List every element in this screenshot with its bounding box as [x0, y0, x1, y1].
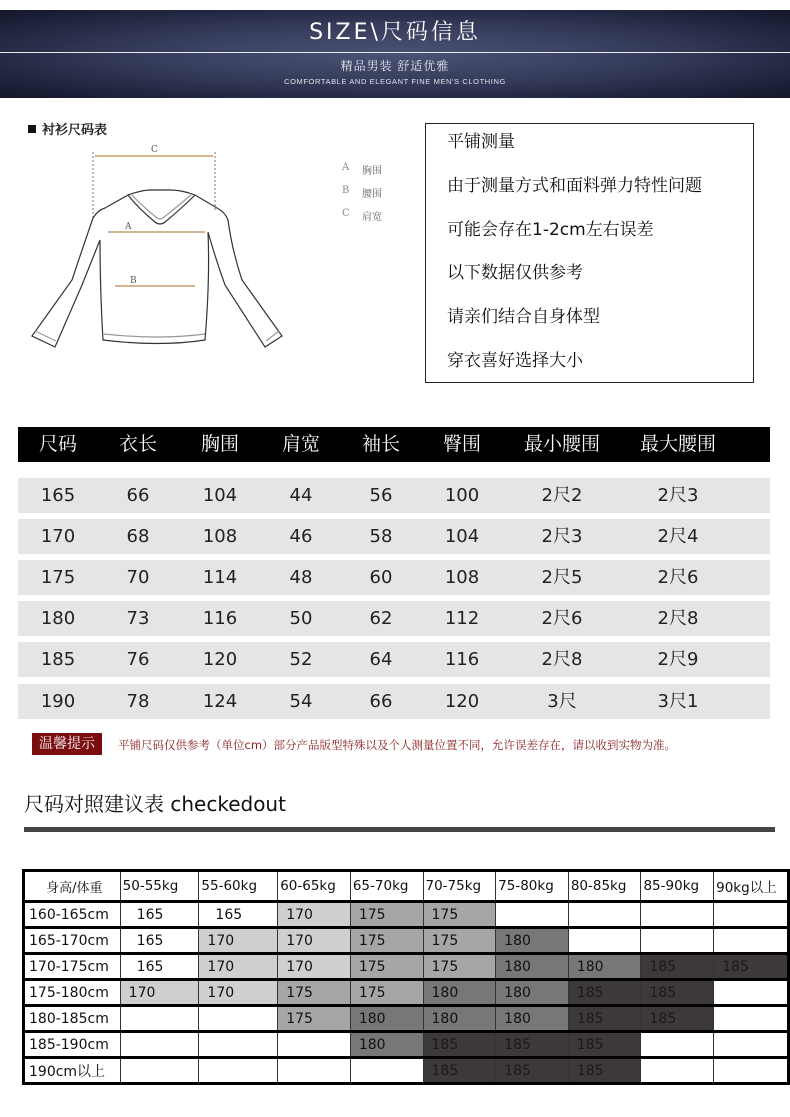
recommended-size-cell: [199, 1032, 278, 1058]
recommended-size-cell: [568, 928, 641, 954]
recommended-size-cell: [568, 902, 641, 928]
recommended-size-cell: 175: [350, 902, 423, 928]
recommended-size-cell: 165: [120, 954, 199, 980]
recommendation-title: 尺码对照建议表 checkedout: [24, 792, 286, 816]
size-table-cell: 100: [444, 485, 480, 506]
size-table-cell: 2尺8: [541, 649, 583, 670]
shirt-outline: [32, 190, 282, 347]
legend-item: [342, 185, 382, 208]
recommendation-row: [24, 980, 789, 1006]
recommended-size-cell: 180: [496, 980, 569, 1006]
recommended-size-cell: 185: [423, 1032, 496, 1058]
recommended-size-cell: [714, 1058, 789, 1084]
size-table-cell: 68: [126, 526, 150, 547]
height-label-cell: 160-165cm: [24, 902, 121, 928]
recommended-size-cell: [199, 1006, 278, 1032]
recommendation-row: [24, 954, 789, 980]
recommended-size-cell: 165: [120, 928, 199, 954]
recommended-size-cell: 175: [350, 954, 423, 980]
height-label-cell: 190cm以上: [24, 1058, 121, 1084]
recommended-size-cell: 170: [120, 980, 199, 1006]
recommended-size-cell: 185: [568, 1032, 641, 1058]
recommended-size-cell: [350, 1058, 423, 1084]
size-table-cell: 108: [444, 567, 480, 588]
recommended-size-cell: 175: [423, 928, 496, 954]
recommended-size-cell: [199, 1058, 278, 1084]
size-table-row: [18, 642, 770, 677]
legend-letter: C: [342, 208, 350, 219]
weight-header-cell: 90kg以上: [714, 871, 789, 902]
recommended-size-cell: [714, 1006, 789, 1032]
size-table-cell: 66: [369, 691, 393, 712]
size-table-header-cell: 最小腰围: [523, 433, 600, 455]
recommended-size-cell: 185: [641, 980, 714, 1006]
size-table-cell: 52: [289, 649, 313, 670]
weight-header-cell: 75-80kg: [496, 871, 569, 902]
size-table-cell: 2尺8: [657, 608, 699, 629]
legend-text: 腰围: [362, 189, 382, 200]
shirt-chart-heading-text: 衬衫尺码表: [42, 123, 108, 138]
recommended-size-cell: 175: [350, 980, 423, 1006]
shirt-chart-heading: [28, 119, 107, 138]
weight-header-cell: 55-60kg: [199, 871, 278, 902]
size-table-cell: 3尺: [547, 691, 577, 712]
size-table-cell: 3尺1: [657, 691, 699, 712]
recommended-size-cell: [714, 928, 789, 954]
recommended-size-cell: 185: [568, 1058, 641, 1084]
size-table-cell: 2尺4: [657, 526, 699, 547]
height-label-cell: 165-170cm: [24, 928, 121, 954]
recommended-size-cell: 185: [568, 980, 641, 1006]
section-divider: [24, 827, 775, 832]
recommended-size-cell: 180: [496, 928, 569, 954]
size-table-cell: 66: [126, 485, 150, 506]
recommendation-row: [24, 1032, 789, 1058]
recommended-size-cell: 185: [714, 954, 789, 980]
square-bullet-icon: [28, 125, 36, 133]
size-table-cell: 62: [369, 608, 393, 629]
recommended-size-cell: 185: [423, 1058, 496, 1084]
recommended-size-cell: [120, 1006, 199, 1032]
recommendation-row: [24, 1058, 789, 1084]
size-table-cell: 2尺3: [657, 485, 699, 506]
size-table-row: [18, 684, 770, 719]
size-table-cell: 78: [126, 691, 150, 712]
shirt-diagram: [20, 140, 300, 355]
size-table-header: [18, 427, 770, 462]
recommended-size-cell: [641, 928, 714, 954]
size-table-header-cell: 最大腰围: [639, 433, 716, 455]
recommendation-row: [24, 1006, 789, 1032]
size-table-cell: 54: [289, 691, 313, 712]
height-label-cell: 170-175cm: [24, 954, 121, 980]
size-table-cell: 2尺5: [541, 567, 583, 588]
weight-header-cell: 65-70kg: [350, 871, 423, 902]
banner-subtitle: 精品男装 舒适优雅: [340, 59, 450, 73]
recommended-size-cell: 180: [350, 1032, 423, 1058]
size-table-row: [18, 478, 770, 513]
legend-text: 胸围: [362, 166, 382, 177]
weight-header-cell: 50-55kg: [120, 871, 199, 902]
corner-header-cell: 身高/体重: [24, 871, 121, 902]
note-line: 可能会存在1-2cm左右误差: [447, 219, 654, 240]
recommended-size-cell: 185: [568, 1006, 641, 1032]
size-table-row: [18, 601, 770, 636]
tip-text: 平铺尺码仅供参考（单位cm）部分产品版型特殊以及个人测量位置不同，允许误差存在，请以收到实物为准。: [118, 738, 677, 752]
recommended-size-cell: 185: [496, 1058, 569, 1084]
banner-english-tagline: COMFORTABLE AND ELEGANT FINE MEN'S CLOTHING: [284, 77, 506, 86]
size-table-header-cell: 胸围: [200, 433, 239, 455]
size-table-cell: 44: [289, 485, 313, 506]
size-table-cell: 108: [202, 526, 238, 547]
label-a: A: [125, 222, 132, 232]
legend-letter: A: [342, 162, 350, 173]
size-table-cell: 120: [202, 649, 238, 670]
legend-item: [342, 162, 382, 185]
size-table-row: [18, 519, 770, 554]
size-table-cell: 120: [444, 691, 480, 712]
recommended-size-cell: 180: [423, 980, 496, 1006]
size-table-cell: 165: [40, 485, 76, 506]
size-table-cell: 2尺6: [657, 567, 699, 588]
size-table-cell: 180: [40, 608, 76, 629]
recommended-size-cell: [714, 902, 789, 928]
recommended-size-cell: [641, 902, 714, 928]
size-table-cell: 64: [369, 649, 393, 670]
tip-badge: 温馨提示: [32, 733, 102, 755]
size-table-header-cell: 臀围: [442, 433, 481, 455]
recommended-size-cell: 175: [423, 954, 496, 980]
size-table-cell: 116: [202, 608, 238, 629]
recommended-size-cell: 170: [199, 980, 278, 1006]
label-b: B: [130, 276, 137, 286]
size-table-cell: 114: [202, 567, 238, 588]
measurement-notes-box: [425, 123, 754, 383]
size-banner: [0, 10, 790, 98]
recommended-size-cell: [278, 1058, 351, 1084]
recommended-size-cell: 170: [278, 902, 351, 928]
recommended-size-cell: 180: [423, 1006, 496, 1032]
size-table-cell: 56: [369, 485, 393, 506]
height-label-cell: 175-180cm: [24, 980, 121, 1006]
size-table-cell: 76: [126, 649, 150, 670]
recommendation-row: [24, 902, 789, 928]
recommended-size-cell: 170: [278, 928, 351, 954]
recommendation-header-row: [24, 871, 789, 902]
legend-letter: B: [342, 185, 350, 196]
note-line: 以下数据仅供参考: [447, 263, 583, 284]
weight-header-cell: 85-90kg: [641, 871, 714, 902]
recommended-size-cell: 165: [199, 902, 278, 928]
legend-item: [342, 208, 382, 231]
recommended-size-cell: [278, 1032, 351, 1058]
recommended-size-cell: 180: [568, 954, 641, 980]
size-table-cell: 70: [126, 567, 150, 588]
size-table-cell: 104: [202, 485, 238, 506]
size-table-cell: 112: [444, 608, 480, 629]
size-table-cell: 104: [444, 526, 480, 547]
size-table-cell: 190: [40, 691, 76, 712]
recommended-size-cell: 185: [496, 1032, 569, 1058]
size-table-cell: 73: [126, 608, 150, 629]
recommended-size-cell: 165: [120, 902, 199, 928]
recommended-size-cell: 185: [641, 954, 714, 980]
size-table-cell: 170: [40, 526, 76, 547]
recommended-size-cell: 185: [641, 1006, 714, 1032]
size-table-cell: 2尺9: [657, 649, 699, 670]
measurement-legend: [342, 162, 382, 231]
banner-title: SIZE\尺码信息: [309, 20, 481, 45]
size-table-cell: 116: [444, 649, 480, 670]
weight-header-cell: 70-75kg: [423, 871, 496, 902]
size-table-cell: 48: [289, 567, 313, 588]
size-table-cell: 60: [369, 567, 393, 588]
banner-divider: [0, 52, 790, 53]
recommended-size-cell: [714, 1032, 789, 1058]
recommended-size-cell: [714, 980, 789, 1006]
recommended-size-cell: [120, 1058, 199, 1084]
recommended-size-cell: 175: [278, 1006, 351, 1032]
note-line: 穿衣喜好选择大小: [447, 350, 583, 371]
legend-text: 肩宽: [362, 212, 382, 223]
recommended-size-cell: [496, 902, 569, 928]
size-table-cell: 2尺3: [541, 526, 583, 547]
note-line: 由于测量方式和面料弹力特性问题: [447, 175, 702, 196]
label-c: C: [151, 145, 158, 155]
size-table-cell: 46: [289, 526, 313, 547]
weight-header-cell: 60-65kg: [278, 871, 351, 902]
size-table-cell: 175: [40, 567, 76, 588]
size-table-cell: 50: [289, 608, 313, 629]
size-table-header-cell: 尺码: [38, 433, 77, 455]
height-label-cell: 180-185cm: [24, 1006, 121, 1032]
recommended-size-cell: [641, 1032, 714, 1058]
recommended-size-cell: 180: [350, 1006, 423, 1032]
size-table-header-cell: 肩宽: [281, 433, 320, 455]
recommended-size-cell: 170: [199, 954, 278, 980]
recommended-size-cell: 170: [199, 928, 278, 954]
recommended-size-cell: 175: [278, 980, 351, 1006]
size-table-row: [18, 560, 770, 595]
size-table-cell: 2尺2: [541, 485, 583, 506]
height-label-cell: 185-190cm: [24, 1032, 121, 1058]
weight-header-cell: 80-85kg: [568, 871, 641, 902]
size-recommendation-table: [22, 869, 790, 1085]
note-line: 平铺测量: [447, 132, 515, 152]
size-table-header-cell: 袖长: [361, 433, 400, 455]
recommendation-row: [24, 928, 789, 954]
recommended-size-cell: [641, 1058, 714, 1084]
size-table-header-cell: 衣长: [118, 433, 157, 455]
recommended-size-cell: 180: [496, 1006, 569, 1032]
recommended-size-cell: 175: [350, 928, 423, 954]
recommended-size-cell: 180: [496, 954, 569, 980]
size-table-cell: 58: [369, 526, 393, 547]
recommended-size-cell: 175: [423, 902, 496, 928]
recommended-size-cell: 170: [278, 954, 351, 980]
size-table-cell: 124: [202, 691, 238, 712]
size-table-cell: 185: [40, 649, 76, 670]
note-line: 请亲们结合自身体型: [447, 307, 600, 328]
recommended-size-cell: [120, 1032, 199, 1058]
size-table-cell: 2尺6: [541, 608, 583, 629]
